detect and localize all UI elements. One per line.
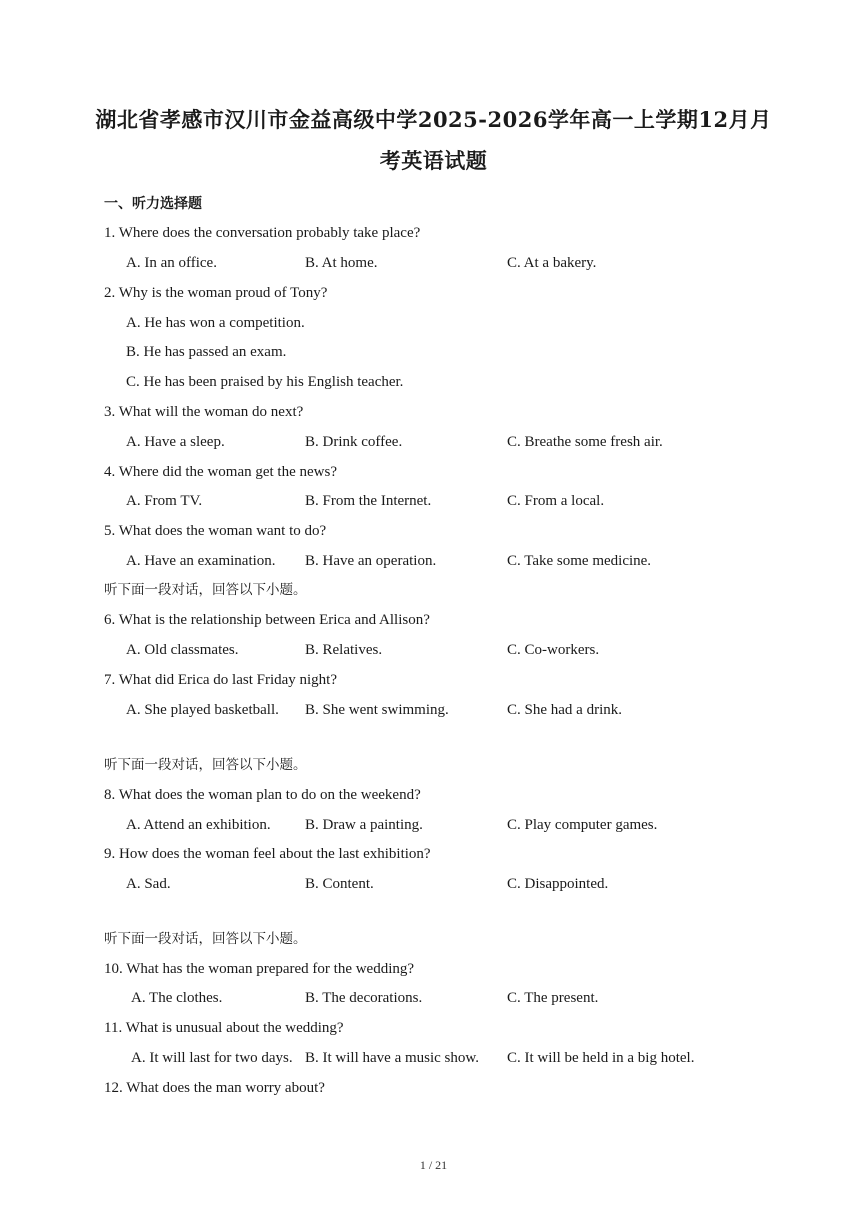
option-5a: A. Have an examination. xyxy=(126,553,276,569)
option-6c: C. Co-workers. xyxy=(507,642,600,658)
document-title-line-1: 湖北省孝感市汉川市金益高级中学2025-2026学年高一上学期12月月 xyxy=(95,107,772,132)
option-6b: B. Relatives. xyxy=(305,642,383,658)
option-8b: B. Draw a painting. xyxy=(305,817,423,833)
question-text: What will the woman do next? xyxy=(118,404,304,420)
question-text: How does the woman feel about the last exhibition? xyxy=(119,846,431,862)
question-number: 1. xyxy=(104,225,116,241)
option-1c: C. At a bakery. xyxy=(507,255,597,271)
question-12 xyxy=(104,1077,325,1099)
question-1 xyxy=(104,222,420,244)
question-number: 6. xyxy=(104,612,116,628)
option-8c: C. Play computer games. xyxy=(507,817,658,833)
instructions-note: 听下面一段对话，回答以下小题。 xyxy=(104,582,307,598)
question-number: 4. xyxy=(104,464,116,480)
question-number: 8. xyxy=(104,787,116,803)
option-9c: C. Disappointed. xyxy=(507,876,609,892)
option-2c: C. He has been praised by his English teacher. xyxy=(126,374,404,390)
question-text: What is unusual about the wedding? xyxy=(125,1020,344,1036)
option-8a: A. Attend an exhibition. xyxy=(126,817,271,833)
option-2b: B. He has passed an exam. xyxy=(126,344,287,360)
option-4b: B. From the Internet. xyxy=(305,493,432,509)
question-number: 7. xyxy=(104,672,116,688)
section-heading: 一、听力选择题 xyxy=(104,196,202,212)
question-9 xyxy=(104,843,431,865)
question-text: What does the woman want to do? xyxy=(118,523,327,539)
question-number: 3. xyxy=(104,404,116,420)
option-11a: A. It will last for two days. xyxy=(131,1050,293,1066)
instructions-note: 听下面一段对话，回答以下小题。 xyxy=(104,931,307,947)
question-text: What does the man worry about? xyxy=(126,1080,325,1096)
question-text: What is the relationship between Erica and Allison? xyxy=(118,612,430,628)
question-text: What did Erica do last Friday night? xyxy=(118,672,338,688)
option-10c: C. The present. xyxy=(507,990,599,1006)
option-7b: B. She went swimming. xyxy=(305,702,449,718)
option-9a: A. Sad. xyxy=(126,876,171,892)
option-2a: A. He has won a competition. xyxy=(126,315,305,331)
option-11b: B. It will have a music show. xyxy=(305,1050,480,1066)
option-5c: C. Take some medicine. xyxy=(507,553,652,569)
question-3 xyxy=(104,401,303,423)
question-text: Why is the woman proud of Tony? xyxy=(118,285,328,301)
question-4 xyxy=(104,461,337,483)
option-7a: A. She played basketball. xyxy=(126,702,279,718)
option-11c: C. It will be held in a big hotel. xyxy=(507,1050,695,1066)
question-7 xyxy=(104,669,337,691)
question-number: 9. xyxy=(104,846,116,862)
question-number: 11. xyxy=(104,1020,123,1036)
question-text: Where does the conversation probably take place? xyxy=(118,225,421,241)
question-text: What does the woman plan to do on the weekend? xyxy=(118,787,421,803)
question-text: What has the woman prepared for the wedding? xyxy=(126,961,415,977)
option-3a: A. Have a sleep. xyxy=(126,434,225,450)
option-5b: B. Have an operation. xyxy=(305,553,437,569)
option-4a: A. From TV. xyxy=(126,493,203,509)
question-text: Where did the woman get the news? xyxy=(118,464,337,480)
question-number: 12. xyxy=(104,1080,123,1096)
question-6 xyxy=(104,609,430,631)
option-1b: B. At home. xyxy=(305,255,378,271)
option-3b: B. Drink coffee. xyxy=(305,434,403,450)
option-6a: A. Old classmates. xyxy=(126,642,239,658)
question-5 xyxy=(104,520,326,542)
question-number: 2. xyxy=(104,285,116,301)
option-1a: A. In an office. xyxy=(126,255,217,271)
instructions-note: 听下面一段对话，回答以下小题。 xyxy=(104,757,307,773)
question-2 xyxy=(104,282,327,304)
question-10 xyxy=(104,958,414,980)
document-title-line-2: 考英语试题 xyxy=(379,148,488,173)
option-7c: C. She had a drink. xyxy=(507,702,622,718)
page-indicator: 1 / 21 xyxy=(419,1158,448,1172)
option-10b: B. The decorations. xyxy=(305,990,423,1006)
question-number: 5. xyxy=(104,523,116,539)
option-10a: A. The clothes. xyxy=(131,990,223,1006)
option-4c: C. From a local. xyxy=(507,493,605,509)
option-3c: C. Breathe some fresh air. xyxy=(507,434,663,450)
option-9b: B. Content. xyxy=(305,876,374,892)
question-11 xyxy=(104,1017,344,1039)
question-8 xyxy=(104,784,421,806)
question-number: 10. xyxy=(104,961,123,977)
